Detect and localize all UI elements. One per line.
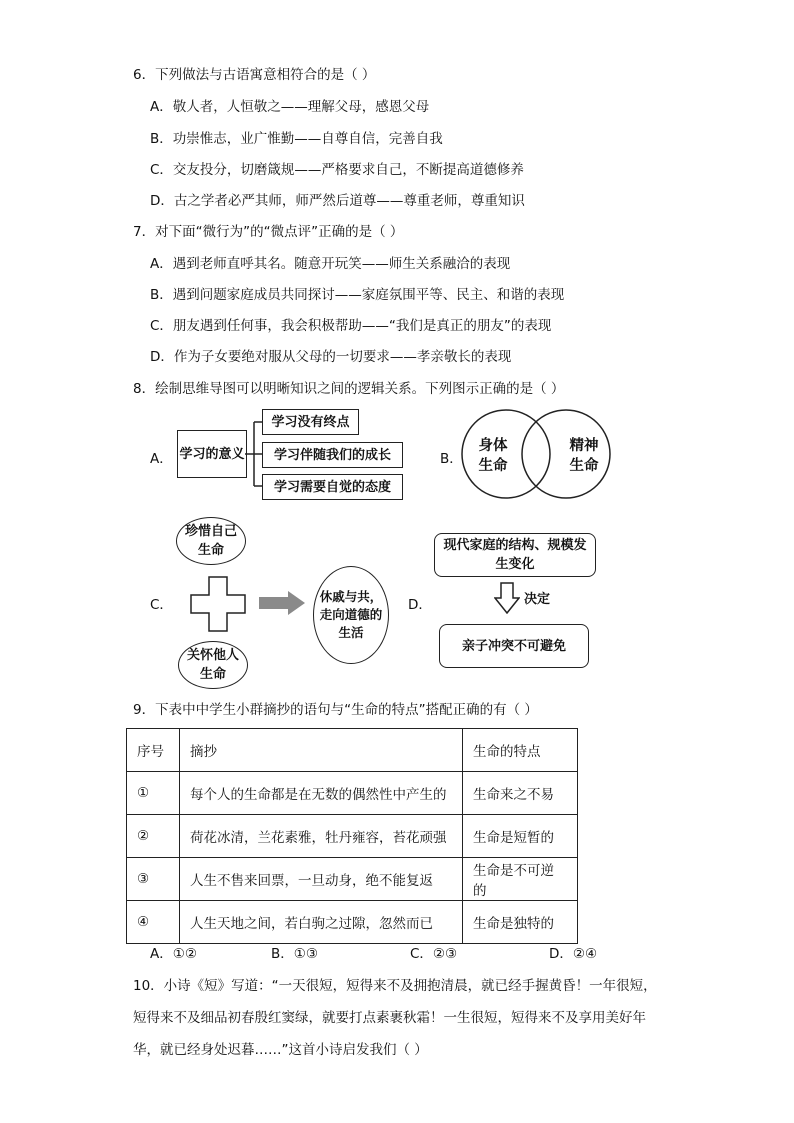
header-cell: 生命的特点 (463, 729, 578, 772)
quote-table (126, 728, 578, 944)
table-row (127, 901, 578, 944)
q10-line-2: 短得来不及细品初春殷红窦绿，就要打点素裹秋霜！一生很短，短得来不及享用美好年 (133, 1010, 646, 1026)
diagram-c-label: C． (150, 597, 173, 613)
diagram-c-top-ellipse: 珍惜自己生命 (176, 517, 246, 565)
table-cell: ② (127, 815, 180, 858)
q9-stem: 9．下表中中学生小群摘抄的语句与“生命的特点”搭配正确的有（ ） (133, 702, 538, 718)
arrow-down-icon (494, 582, 520, 614)
diagram-d-label: D． (408, 597, 432, 613)
q9-option-b: B．①③ (271, 946, 318, 962)
q7-option-d: D．作为子女要绝对服从父母的一切要求——孝亲敬长的表现 (150, 349, 512, 365)
header-cell: 摘抄 (180, 729, 463, 772)
venn-right-label: 精神生命 (569, 438, 599, 474)
q10-line-3: 华，就已经身处迟暮……”这首小诗启发我们（ ） (133, 1042, 428, 1058)
arrow-right-icon (258, 590, 306, 616)
q6-option-b: B．功崇惟志，业广惟勤——自尊自信，完善自我 (150, 131, 443, 147)
diagram-c-result-ellipse: 休戚与共，走向道德的生活 (313, 566, 389, 664)
table-cell: ① (127, 772, 180, 815)
diagram-d-bottom-box: 亲子冲突不可避免 (439, 624, 589, 668)
q7-option-a: A．遇到老师直呼其名。随意开玩笑——师生关系融洽的表现 (150, 256, 511, 272)
diagram-b-label: B． (440, 451, 463, 467)
diagram-c-bottom-ellipse: 关怀他人生命 (178, 641, 248, 689)
diagram-a-item-1: 学习没有终点 (262, 409, 359, 435)
table-cell: 荷花冰清，兰花素雅，牡丹雍容，苔花顽强 (180, 815, 463, 858)
plus-icon (190, 576, 246, 632)
q6-option-c: C．交友投分，切磨箴规——严格要求自己，不断提高道德修养 (150, 162, 524, 178)
table-header-row (127, 729, 578, 772)
table-cell: 生命来之不易 (463, 772, 578, 815)
q8-stem: 8．绘制思维导图可以明晰知识之间的逻辑关系。下列图示正确的是（ ） (133, 381, 565, 397)
diagram-a-item-3: 学习需要自觉的态度 (262, 474, 403, 500)
table-cell: ④ (127, 901, 180, 944)
q6-stem: 6．下列做法与古语寓意相符合的是（ ） (133, 67, 376, 83)
diagram-a-item-2: 学习伴随我们的成长 (262, 442, 403, 468)
table-cell: 生命是短暂的 (463, 815, 578, 858)
diagram-d-arrow-label: 决定 (524, 592, 551, 607)
q7-option-c: C．朋友遇到任何事，我会积极帮助——“我们是真正的朋友”的表现 (150, 318, 552, 334)
table-cell: 人生不售来回票，一旦动身，绝不能复返 (180, 858, 463, 901)
table-row (127, 815, 578, 858)
diagram-d-top-box: 现代家庭的结构、规模发生变化 (434, 533, 596, 577)
diagram-a-bracket (244, 412, 264, 496)
table-cell: 生命是不可逆的 (463, 858, 578, 901)
q9-option-d: D．②④ (549, 946, 598, 962)
table-row (127, 772, 578, 815)
header-cell: 序号 (127, 729, 180, 772)
venn-left-label: 身体生命 (478, 438, 508, 474)
q10-line-1: 10．小诗《短》写道：“一天很短，短得来不及拥抱清晨，就已经手握黄昏！一年很短， (133, 978, 657, 994)
q6-option-d: D．古之学者必严其师，师严然后道尊——尊重老师，尊重知识 (150, 193, 525, 209)
table-cell: 每个人的生命都是在无数的偶然性中产生的 (180, 772, 463, 815)
q9-option-a: A．①② (150, 946, 197, 962)
table-cell: 生命是独特的 (463, 901, 578, 944)
q9-option-c: C．②③ (410, 946, 458, 962)
diagram-a-center-box: 学习的意义 (177, 430, 247, 478)
table-cell: ③ (127, 858, 180, 901)
q6-option-a: A．敬人者，人恒敬之——理解父母，感恩父母 (150, 99, 430, 115)
diagram-a-label: A． (150, 451, 173, 467)
table-row (127, 858, 578, 901)
q7-stem: 7．对下面“微行为”的“微点评”正确的是（ ） (133, 224, 404, 240)
table-cell: 人生天地之间，若白驹之过隙，忽然而已 (180, 901, 463, 944)
q7-option-b: B．遇到问题家庭成员共同探讨——家庭氛围平等、民主、和谐的表现 (150, 287, 565, 303)
